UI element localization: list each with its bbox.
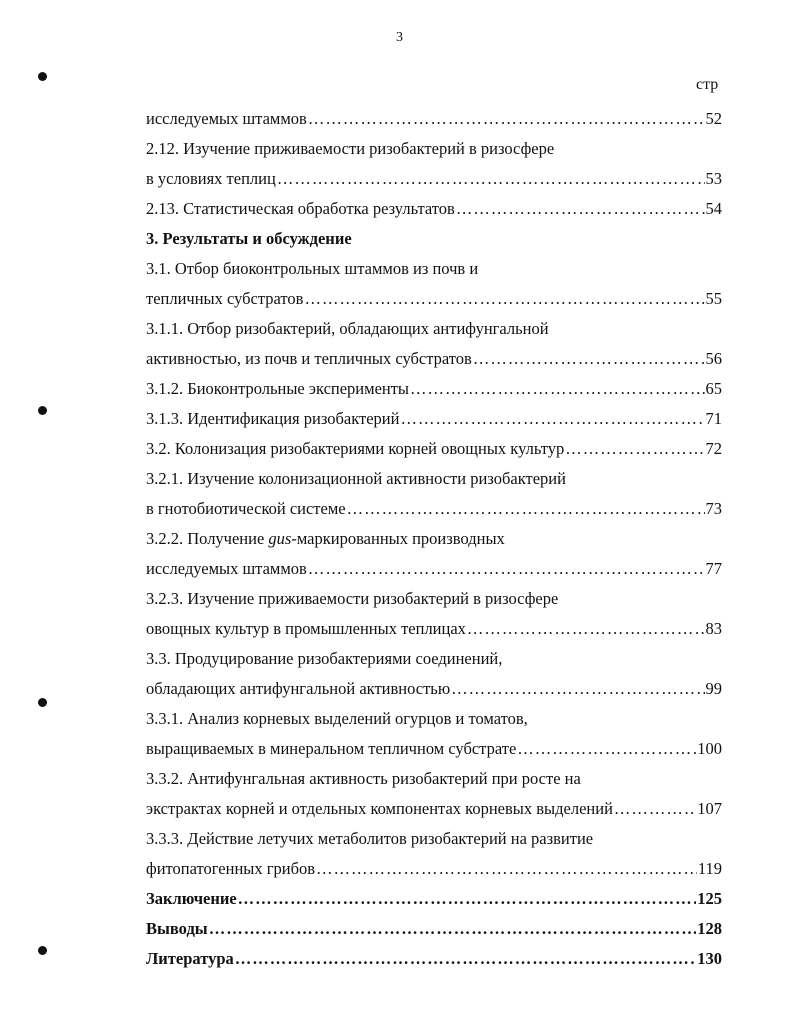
toc-entry-title: тепличных субстратов <box>146 289 304 308</box>
toc-entry <box>146 344 722 374</box>
toc-entry-page: 119 <box>697 859 722 878</box>
toc-entry-page: 71 <box>705 409 722 428</box>
toc-entry <box>146 134 722 164</box>
toc-entry <box>146 794 722 824</box>
toc-entry-title: 3.3.2. Антифунгальная активность ризобактерий при росте на <box>146 769 581 788</box>
toc-entry-page: 52 <box>705 109 722 128</box>
toc-entry-title: 3.2. Колонизация ризобактериями корней овощных культур <box>146 439 565 458</box>
toc-entry-title: 3.1.2. Биоконтрольные эксперименты <box>146 379 410 398</box>
toc-entry-title: Выводы <box>146 919 208 938</box>
toc-entry-title: активностью, из почв и тепличных субстратов <box>146 349 472 368</box>
toc-entry <box>146 554 722 584</box>
toc-entry-title: овощных культур в промышленных теплицах <box>146 619 466 638</box>
toc-entry-page: 54 <box>705 199 722 218</box>
toc-entry <box>146 104 722 134</box>
toc-entry <box>146 914 722 944</box>
toc-entry-page: 73 <box>705 499 722 518</box>
toc-entry-page: 56 <box>705 349 722 368</box>
toc-entry <box>146 584 722 614</box>
toc-entry-title: 3.2.1. Изучение колонизационной активности ризобактерий <box>146 469 566 488</box>
toc-leader-dots <box>614 794 696 824</box>
toc-entry-title: 3.2.2. Получение gus-маркированных производных <box>146 529 505 548</box>
toc-entry-page: 130 <box>697 949 722 968</box>
table-of-contents <box>146 104 722 974</box>
toc-entry-title: Литература <box>146 949 234 968</box>
page-column-header: стр <box>696 76 719 93</box>
toc-entry <box>146 254 722 284</box>
toc-entry <box>146 764 722 794</box>
toc-entry-page: 77 <box>705 559 722 578</box>
toc-leader-dots <box>517 734 696 764</box>
toc-leader-dots <box>456 194 705 224</box>
toc-entry-title: обладающих антифунгальной активностью <box>146 679 451 698</box>
toc-entry-page: 72 <box>705 439 722 458</box>
toc-entry-title: 3.2.3. Изучение приживаемости ризобактерий в ризосфере <box>146 589 559 608</box>
toc-leader-dots <box>565 434 704 464</box>
toc-entry-title: экстрактах корней и отдельных компонентах корневых выделений <box>146 799 613 818</box>
toc-entry <box>146 314 722 344</box>
margin-bullet-icon <box>38 406 47 415</box>
toc-entry-page: 53 <box>705 169 722 188</box>
toc-leader-dots <box>238 884 697 914</box>
toc-entry <box>146 164 722 194</box>
toc-entry-page: 83 <box>705 619 722 638</box>
toc-entry-page: 65 <box>705 379 722 398</box>
toc-entry-title: 3.1.3. Идентификация ризобактерий <box>146 409 400 428</box>
toc-leader-dots <box>410 374 704 404</box>
toc-entry <box>146 284 722 314</box>
toc-leader-dots <box>316 854 697 884</box>
toc-entry-title: в условиях теплиц <box>146 169 276 188</box>
toc-entry-title: 3.3.3. Действие летучих метаболитов ризобактерий на развитие <box>146 829 594 848</box>
toc-leader-dots <box>473 344 705 374</box>
margin-bullet-icon <box>38 72 47 81</box>
toc-entry <box>146 854 722 884</box>
toc-entry <box>146 494 722 524</box>
toc-entry <box>146 674 722 704</box>
toc-entry-title: 3.1.1. Отбор ризобактерий, обладающих антифунгальной <box>146 319 549 338</box>
toc-entry-page: 107 <box>697 799 722 818</box>
toc-entry <box>146 824 722 854</box>
toc-entry-title: в гнотобиотической системе <box>146 499 346 518</box>
toc-entry-title: исследуемых штаммов <box>146 109 307 128</box>
toc-entry-page: 128 <box>697 919 722 938</box>
toc-entry-title: выращиваемых в минеральном тепличном субстрате <box>146 739 517 758</box>
toc-entry <box>146 194 722 224</box>
toc-entry <box>146 464 722 494</box>
toc-entry <box>146 644 722 674</box>
toc-leader-dots <box>400 404 704 434</box>
toc-entry-page: 100 <box>697 739 722 758</box>
toc-leader-dots <box>347 494 705 524</box>
toc-entry <box>146 524 722 554</box>
toc-leader-dots <box>467 614 705 644</box>
toc-entry <box>146 704 722 734</box>
toc-entry <box>146 434 722 464</box>
toc-entry-title: 2.13. Статистическая обработка результатов <box>146 199 455 218</box>
toc-leader-dots <box>308 554 705 584</box>
toc-leader-dots <box>308 104 705 134</box>
margin-bullet-icon <box>38 698 47 707</box>
toc-leader-dots <box>451 674 704 704</box>
toc-entry <box>146 614 722 644</box>
toc-entry-title: исследуемых штаммов <box>146 559 307 578</box>
toc-entry <box>146 944 722 974</box>
toc-entry-page: 125 <box>697 889 722 908</box>
toc-entry <box>146 374 722 404</box>
toc-entry-title: 2.12. Изучение приживаемости ризобактерий в ризосфере <box>146 139 555 158</box>
toc-entry <box>146 884 722 914</box>
toc-entry-title: фитопатогенных грибов <box>146 859 316 878</box>
toc-entry <box>146 404 722 434</box>
toc-leader-dots <box>235 944 696 974</box>
toc-leader-dots <box>277 164 705 194</box>
toc-entry-title: 3.3. Продуцирование ризобактериями соединений, <box>146 649 503 668</box>
page-number: 3 <box>396 30 403 45</box>
toc-entry <box>146 224 722 254</box>
toc-leader-dots <box>209 914 697 944</box>
toc-leader-dots <box>304 284 704 314</box>
margin-bullet-icon <box>38 946 47 955</box>
toc-entry-title: 3. Результаты и обсуждение <box>146 229 352 248</box>
toc-entry-page: 99 <box>705 679 722 698</box>
toc-entry-page: 55 <box>705 289 722 308</box>
toc-entry-title: Заключение <box>146 889 237 908</box>
toc-entry-title: 3.3.1. Анализ корневых выделений огурцов и томатов, <box>146 709 528 728</box>
toc-entry <box>146 734 722 764</box>
toc-entry-title: 3.1. Отбор биоконтрольных штаммов из почв и <box>146 259 479 278</box>
